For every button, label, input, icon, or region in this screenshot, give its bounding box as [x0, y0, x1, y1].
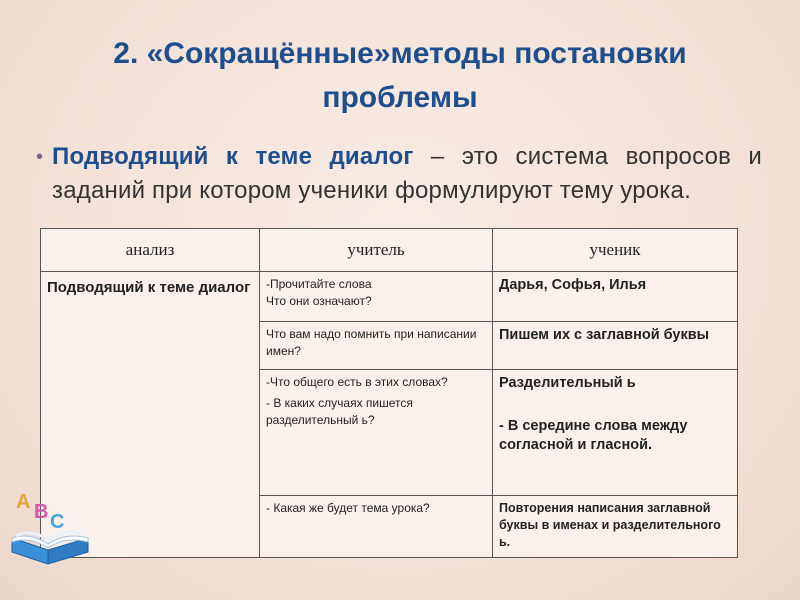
teacher-line: - Какая же будет тема урока? [266, 501, 430, 515]
spacer [499, 393, 731, 411]
title-line-1: 2. «Сокращённые»методы постановки [113, 37, 687, 70]
teacher-line: Что они означают? [266, 294, 372, 308]
slide-title [40, 32, 760, 120]
student-cell [493, 370, 738, 496]
teacher-cell [260, 322, 493, 370]
letter-c-icon: C [50, 511, 65, 533]
header-teacher: учитель [260, 229, 493, 272]
book-icon [12, 532, 88, 564]
title-line-2: проблемы [322, 81, 478, 114]
student-line: Разделительный ь [499, 375, 636, 391]
teacher-cell [260, 272, 493, 322]
header-analysis: анализ [41, 229, 260, 272]
letter-b-icon: B [34, 501, 49, 523]
teacher-line: -Что общего есть в этих словах? [266, 375, 448, 389]
letter-a-icon: A [16, 491, 31, 513]
bullet-paragraph [36, 140, 762, 208]
student-line: Пишем их с заглавной буквы [499, 327, 710, 343]
bullet-text: – это система вопросов и заданий при котором ученики формулируют тему урока. [52, 143, 762, 204]
analysis-cell: Подводящий к теме диалог [41, 272, 260, 558]
student-cell [493, 272, 738, 322]
table-header-row [41, 229, 738, 272]
student-line: Повторения написания заглавной буквы в именах и разделительного ь. [499, 501, 721, 549]
teacher-line: - В каких случаях пишется разделительный ь? [266, 396, 413, 427]
bullet-dot-icon: • [36, 146, 44, 168]
student-cell [493, 322, 738, 370]
student-cell [493, 496, 738, 558]
bullet-term: Подводящий к теме диалог [52, 143, 414, 170]
student-line: - В середине слова между согласной и гласной. [499, 418, 688, 453]
header-student: ученик [493, 229, 738, 272]
teacher-line: Что вам надо помнить при написании имен? [266, 327, 477, 358]
abc-book-icon [4, 488, 94, 568]
teacher-line: -Прочитайте слова [266, 277, 372, 291]
table-row [41, 272, 738, 322]
teacher-cell [260, 496, 493, 558]
teacher-cell [260, 370, 493, 496]
student-line: Дарья, Софья, Илья [499, 277, 647, 293]
dialog-table [40, 228, 738, 558]
